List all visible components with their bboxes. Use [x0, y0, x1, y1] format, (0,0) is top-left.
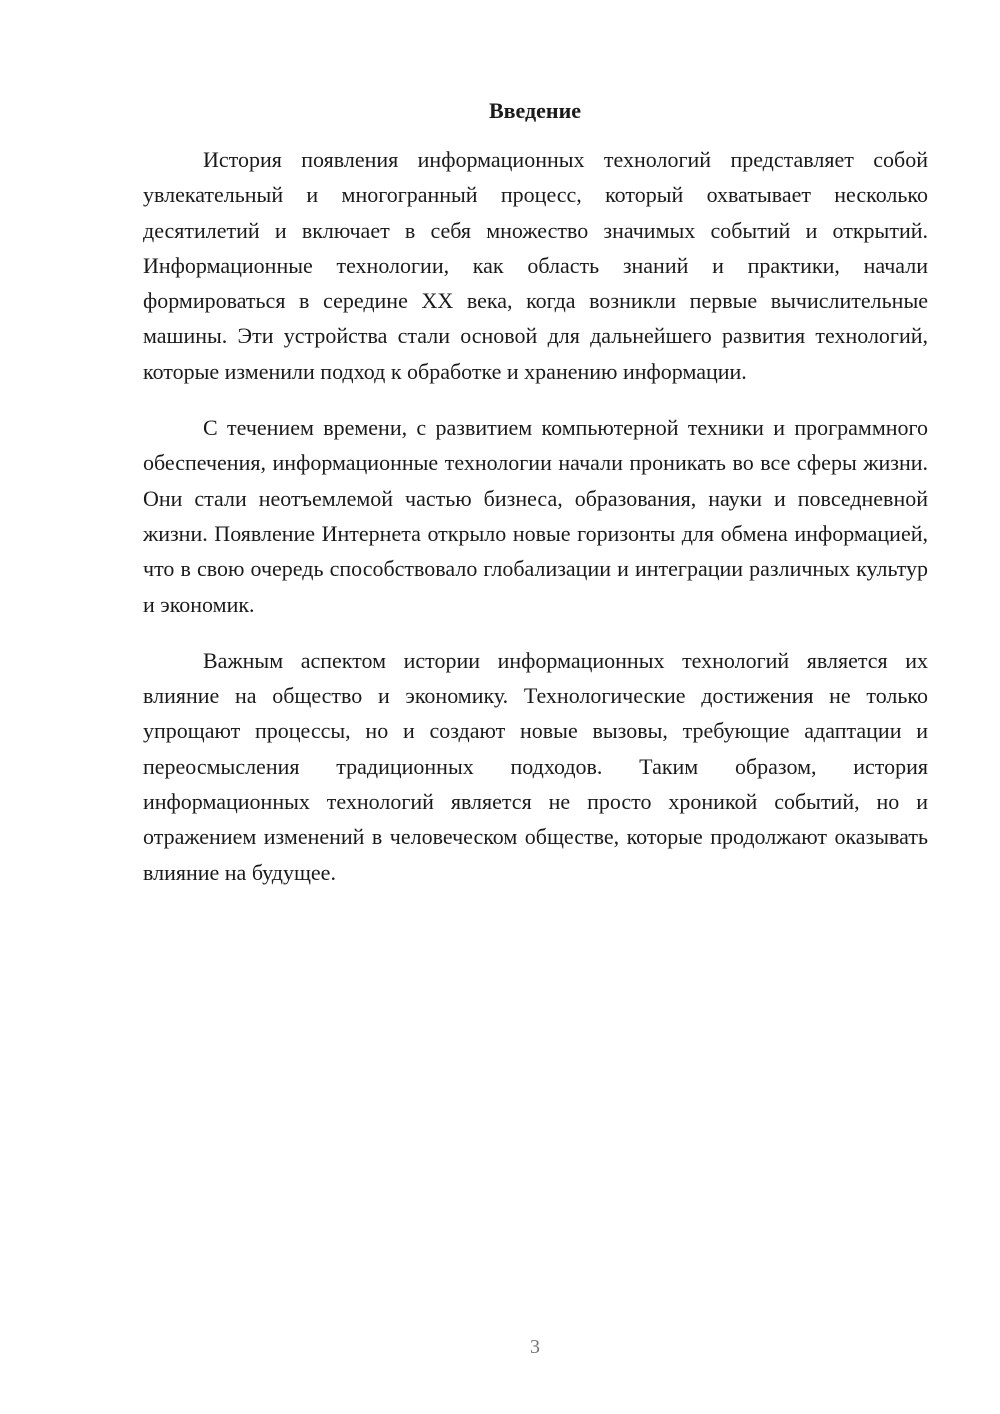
page-number: 3: [530, 1336, 540, 1358]
paragraph-1: История появления информационных технологий представляет собой увлекательный и многогранный процесс, который охватывает несколько десятилетий и включает в себя множество значимых событий и открытий. Информационные технологии, как область знаний и практики, начали формироваться в середине XX века, когда возникли первые вычислительные машины. Эти устройства стали основой для дальнейшего развития технологий, которые изменили подход к обработке и хранению информации.: [143, 147, 928, 384]
paragraph-3: Важным аспектом истории информационных технологий является их влияние на общество и экономику. Технологические достижения не только упрощают процессы, но и создают новые вызовы, требующие адаптации и переосмысления традиционных подходов. Таким образом, история информационных технологий является не просто хроникой событий, но и отражением изменений в человеческом обществе, которые продолжают оказывать влияние на будущее.: [143, 647, 928, 885]
body-text: [143, 142, 928, 911]
paragraph-2: С течением времени, с развитием компьютерной техники и программного обеспечения, информационные технологии начали проникать во все сферы жизни. Они стали неотъемлемой частью бизнеса, образования, науки и повседневной жизни. Появление Интернета открыло новые горизонты для обмена информацией, что в свою очередь способствовало глобализации и интеграции различных культур и экономик.: [143, 415, 928, 617]
section-heading: Введение: [488, 98, 582, 123]
